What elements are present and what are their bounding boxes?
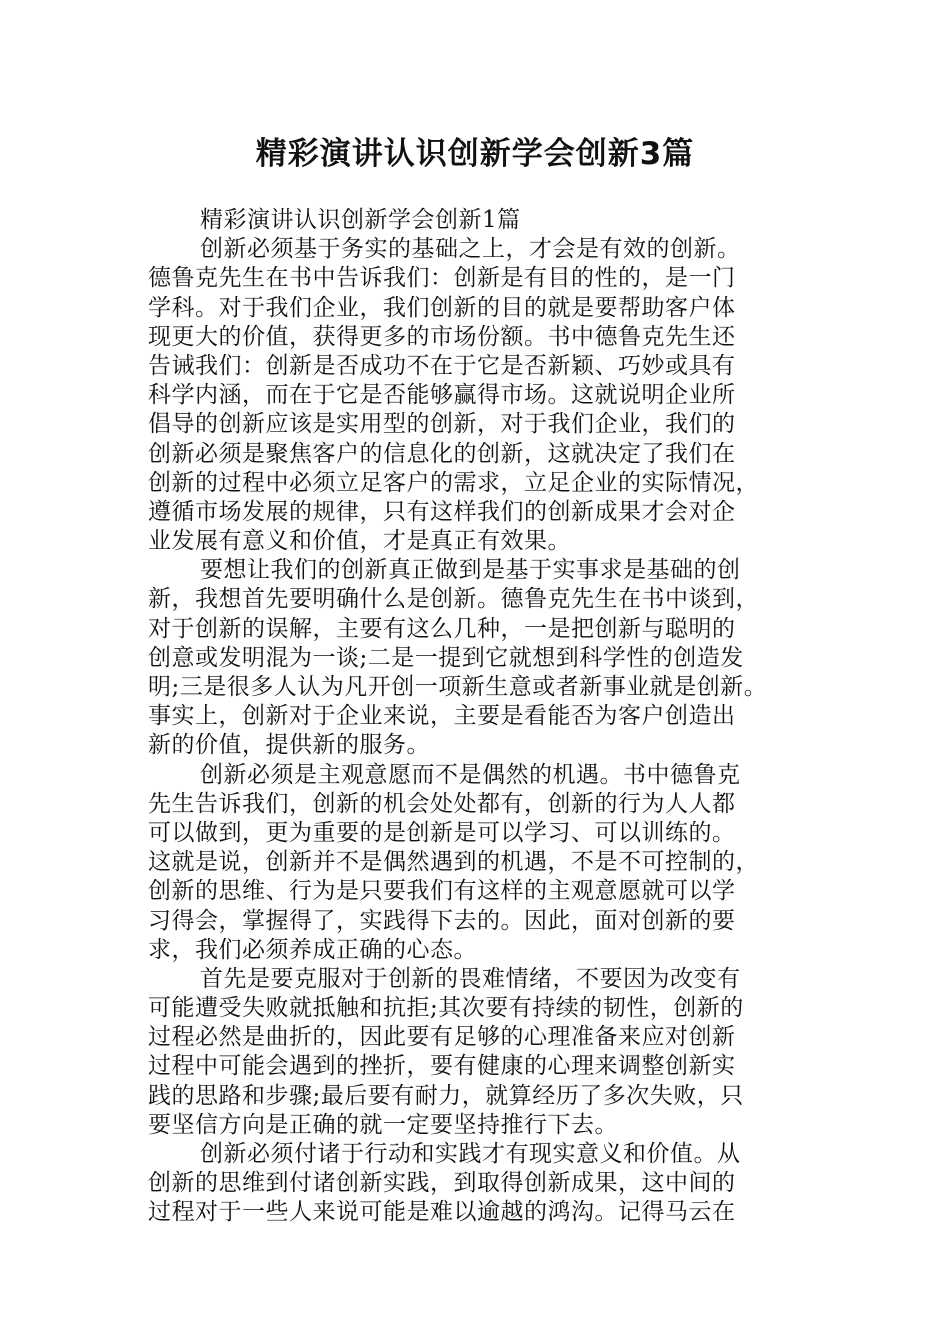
paragraph-line: 求，我们必须养成正确的心态。 (148, 936, 477, 963)
document-title: 精彩演讲认识创新学会创新3篇 (255, 136, 695, 172)
paragraph-line: 科学内涵，而在于它是否能够赢得市场。这就说明企业所 (148, 382, 736, 409)
paragraph-first-line: 首先是要克服对于创新的畏难情绪，不要因为改变有 (200, 965, 741, 992)
paragraph-line: 遵循市场发展的规律，只有这样我们的创新成果才会对企 (148, 498, 736, 525)
paragraph-line: 创新的思维、行为是只要我们有这样的主观意愿就可以学 (148, 878, 736, 905)
paragraph-line: 这就是说，创新并不是偶然遇到的机遇，不是不可控制的， (148, 849, 759, 876)
paragraph-first-line: 创新必须基于务实的基础之上，才会是有效的创新。 (200, 236, 741, 263)
paragraph-line: 现更大的价值，获得更多的市场份额。书中德鲁克先生还 (148, 323, 736, 350)
paragraph-line: 要坚信方向是正确的就一定要坚持推行下去。 (148, 1111, 618, 1138)
paragraph-first-line: 创新必须是主观意愿而不是偶然的机遇。书中德鲁克 (200, 761, 741, 788)
paragraph-line: 对于创新的误解，主要有这么几种，一是把创新与聪明的 (148, 615, 736, 642)
paragraph-line: 创意或发明混为一谈;二是一提到它就想到科学性的创造发 (148, 644, 744, 671)
paragraph-line: 习得会，掌握得了，实践得下去的。因此，面对创新的要 (148, 907, 736, 934)
paragraph-line: 先生告诉我们，创新的机会处处都有，创新的行为人人都 (148, 790, 736, 817)
paragraph-line: 业发展有意义和价值，才是真正有效果。 (148, 528, 571, 555)
paragraph-line: 倡导的创新应该是实用型的创新，对于我们企业，我们的 (148, 411, 736, 438)
paragraph-line: 新，我想首先要明确什么是创新。德鲁克先生在书中谈到， (148, 586, 759, 613)
document-body (148, 206, 813, 1228)
paragraph-line: 可能遭受失败就抵触和抗拒;其次要有持续的韧性，创新的 (148, 995, 744, 1022)
paragraph-line: 事实上，创新对于企业来说，主要是看能否为客户创造出 (148, 703, 736, 730)
paragraph-line: 德鲁克先生在书中告诉我们：创新是有目的性的，是一门 (148, 265, 736, 292)
paragraph-line: 新的价值，提供新的服务。 (148, 732, 430, 759)
paragraph-line: 过程对于一些人来说可能是难以逾越的鸿沟。记得马云在 (148, 1199, 736, 1226)
paragraph-line: 创新的过程中必须立足客户的需求，立足企业的实际情况， (148, 469, 759, 496)
paragraph-first-line: 创新必须付诸于行动和实践才有现实意义和价值。从 (200, 1141, 741, 1167)
paragraph-line: 过程中可能会遇到的挫折，要有健康的心理来调整创新实 (148, 1053, 736, 1080)
paragraph-first-line: 精彩演讲认识创新学会创新1篇 (200, 207, 521, 233)
paragraph-line: 过程必然是曲折的，因此要有足够的心理准备来应对创新 (148, 1024, 736, 1051)
paragraph-line: 创新必须是聚焦客户的信息化的创新，这就决定了我们在 (148, 440, 736, 467)
paragraph-line: 创新的思维到付诸创新实践，到取得创新成果，这中间的 (148, 1170, 736, 1197)
paragraph-line: 学科。对于我们企业，我们创新的目的就是要帮助客户体 (148, 294, 736, 321)
paragraph-line: 践的思路和步骤;最后要有耐力，就算经历了多次失败，只 (148, 1082, 744, 1109)
paragraph-line: 可以做到，更为重要的是创新是可以学习、可以训练的。 (148, 819, 736, 846)
paragraph-first-line: 要想让我们的创新真正做到是基于实事求是基础的创 (200, 557, 741, 584)
paragraph-line: 明;三是很多人认为凡开创一项新生意或者新事业就是创新。 (148, 674, 768, 700)
paragraph-line: 告诫我们：创新是否成功不在于它是否新颖、巧妙或具有 (148, 352, 736, 379)
